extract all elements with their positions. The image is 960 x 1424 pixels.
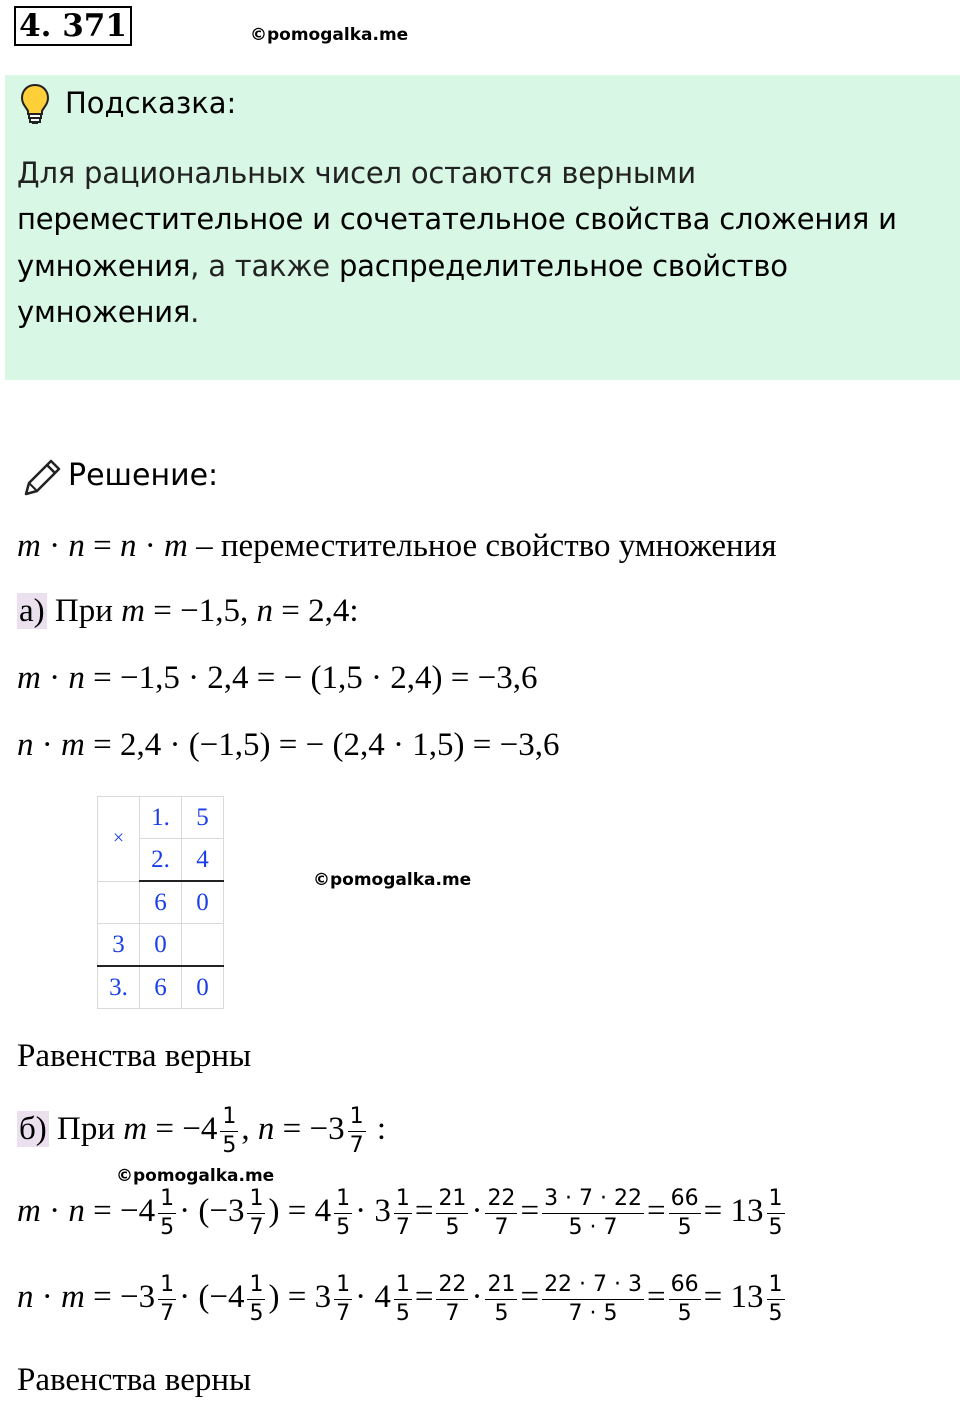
part-a-m-value: −1,5 — [180, 593, 240, 629]
fraction-den: 5 — [677, 1215, 692, 1240]
part-b-conclusion: Равенства верны — [17, 1362, 252, 1398]
fraction-num: 3 · 7 · 22 — [544, 1186, 643, 1211]
fraction — [542, 1188, 644, 1239]
fraction — [669, 1188, 701, 1239]
fraction-den: 5 — [336, 1215, 351, 1240]
fraction — [348, 1106, 366, 1157]
hint-term-1: умножения — [17, 249, 191, 283]
watermark-bottom: ©pomogalka.me — [116, 1166, 275, 1186]
fraction — [158, 1188, 176, 1239]
fraction — [334, 1274, 352, 1325]
fraction-den: 5 — [677, 1301, 692, 1326]
fraction-num: 1 — [160, 1272, 175, 1297]
hint-line-3 — [17, 249, 788, 283]
fraction-den: 7 — [336, 1301, 351, 1326]
pencil-icon — [20, 456, 64, 505]
whole-part: 4 — [314, 1193, 332, 1230]
fraction-den: 7 — [160, 1301, 175, 1326]
fraction-num: 1 — [222, 1104, 237, 1129]
fraction-num: 21 — [487, 1272, 516, 1297]
fraction-num: 66 — [670, 1186, 699, 1211]
fraction-den: 7 — [395, 1215, 410, 1240]
fraction — [485, 1274, 517, 1325]
part-a-eq-2: n · m = 2,4 · (−1,5) = − (2,4 · 1,5) = −3,6 — [17, 727, 560, 763]
fraction-den: 5 — [249, 1301, 264, 1326]
fraction-den: 7 · 5 — [568, 1301, 618, 1326]
part-b-m-whole: −4 — [182, 1111, 218, 1148]
hint-title: Подсказка: — [65, 86, 237, 120]
part-a-n-value: 2,4: — [308, 593, 359, 629]
part-a-conclusion: Равенства верны — [17, 1038, 252, 1074]
fraction-num: 1 — [349, 1104, 364, 1129]
mult-cell: 3 — [98, 924, 140, 967]
rule-text: – переместительное свойство умножения — [196, 528, 777, 564]
column-multiplication — [97, 796, 224, 1009]
hint-period: . — [190, 295, 200, 329]
whole-part: −3 — [119, 1279, 156, 1316]
mult-cell: 5 — [182, 797, 224, 839]
fraction — [485, 1188, 517, 1239]
fraction-den: 5 — [222, 1133, 237, 1158]
fraction — [334, 1188, 352, 1239]
fraction-num: 22 — [438, 1272, 467, 1297]
fraction-num: 1 — [249, 1186, 264, 1211]
fraction — [394, 1274, 412, 1325]
mult-cell: 3. — [98, 966, 140, 1009]
mult-cell: 6 — [140, 881, 182, 924]
multiply-sign: × — [98, 797, 140, 882]
fraction — [767, 1188, 785, 1239]
fraction — [542, 1274, 644, 1325]
hint-line-1: Для рациональных чисел остаются верными — [17, 156, 696, 190]
part-a-eq-2-rhs: = 2,4 · (−1,5) = − (2,4 · 1,5) = −3,6 — [84, 727, 560, 763]
fraction-num: 1 — [768, 1186, 783, 1211]
mult-cell: 0 — [182, 881, 224, 924]
fraction-den: 5 — [160, 1215, 175, 1240]
whole-part: 4 — [374, 1279, 391, 1316]
mult-cell: 0 — [182, 966, 224, 1009]
fraction-den: 5 · 7 — [568, 1215, 618, 1240]
fraction-den: 5 — [494, 1301, 509, 1326]
whole-part: 13 — [730, 1279, 764, 1316]
whole-part: −3 — [209, 1193, 245, 1230]
whole-part: 3 — [374, 1193, 391, 1230]
fraction-num: 1 — [395, 1272, 410, 1297]
fraction-num: 1 — [768, 1272, 783, 1297]
fraction-den: 5 — [768, 1215, 783, 1240]
mult-cell: 0 — [140, 924, 182, 967]
mult-row — [98, 881, 224, 924]
fraction-den: 5 — [395, 1301, 410, 1326]
hint-line-2 — [17, 202, 897, 236]
fraction-num: 21 — [438, 1186, 467, 1211]
part-b-n-whole: −3 — [309, 1111, 345, 1148]
mult-row — [98, 797, 224, 839]
fraction-den: 5 — [445, 1215, 460, 1240]
part-a-eq-1-rhs: = −1,5 · 2,4 = − (1,5 · 2,4) = −3,6 — [84, 660, 538, 696]
watermark-middle: ©pomogalka.me — [313, 870, 472, 890]
mult-cell — [182, 924, 224, 967]
fraction-num: 1 — [336, 1186, 351, 1211]
fraction-num: 1 — [160, 1186, 175, 1211]
fraction — [394, 1188, 412, 1239]
part-b-eq-2: n · m = −3 $\frac{1}{7}$ · (−4 $\frac{1}{5}$ ) = 3 $\frac{1}{7}$ · 4 $\frac{1}{5}$ = $\frac{22}{7}$ · $\frac{21}{5}$ = $\frac{22 \cdot 7 \cdot 3}{7 \cdot 5}$ = $\frac{66}{5}$ = 13 $\frac{1}{5}$ — [17, 1272, 783, 1326]
fraction — [436, 1274, 468, 1325]
hint-term-2: распределительное свойство — [338, 249, 788, 283]
whole-part: 13 — [730, 1193, 764, 1230]
fraction-num: 22 · 7 · 3 — [544, 1272, 643, 1297]
fraction-den: 5 — [768, 1301, 783, 1326]
part-b-label: б) — [19, 1111, 47, 1148]
part-b-eq-1: m · n = −4 $\frac{1}{5}$ · (−3 $\frac{1}{7}$ ) = 4 $\frac{1}{5}$ · 3 $\frac{1}{7}$ = $\frac{21}{5}$ · $\frac{22}{7}$ = $\frac{3 \cdot 7 \cdot 22}{5 \cdot 7}$ = $\frac{66}{5}$ = 13 $\frac{1}{5}$ — [17, 1186, 783, 1240]
hint-line-4 — [17, 295, 199, 329]
fraction — [247, 1188, 265, 1239]
fraction-den: 7 — [349, 1133, 364, 1158]
hint-line-2-text: переместительное и сочетательное свойства сложения и — [17, 202, 897, 236]
mult-cell: 6 — [140, 966, 182, 1009]
mult-cell — [98, 881, 140, 924]
part-a-cond-text: При — [54, 593, 113, 629]
part-b-cond-text: При — [57, 1111, 116, 1148]
part-a-label: а) — [19, 593, 45, 629]
fraction — [220, 1106, 238, 1157]
whole-part: −4 — [119, 1193, 156, 1230]
fraction — [158, 1274, 176, 1325]
fraction — [767, 1274, 785, 1325]
fraction-den: 7 — [494, 1215, 509, 1240]
fraction-num: 1 — [395, 1186, 410, 1211]
fraction-num: 22 — [487, 1186, 516, 1211]
part-a-eq-1: m · n = −1,5 · 2,4 = − (1,5 · 2,4) = −3,6 — [17, 660, 538, 696]
fraction — [436, 1188, 468, 1239]
mult-cell: 4 — [182, 839, 224, 882]
fraction-den: 7 — [249, 1215, 264, 1240]
fraction-num: 1 — [249, 1272, 264, 1297]
lightbulb-icon — [20, 83, 50, 130]
rule-line: m · n = n · m – переместительное свойство умножения — [17, 528, 777, 564]
whole-part: −4 — [209, 1279, 245, 1316]
fraction-den: 7 — [445, 1301, 460, 1326]
watermark-top: ©pomogalka.me — [250, 25, 409, 45]
solution-title: Решение: — [68, 458, 219, 493]
mult-row — [98, 924, 224, 967]
fraction — [669, 1274, 701, 1325]
mult-cell: 2. — [140, 839, 182, 882]
fraction — [247, 1274, 265, 1325]
fraction-num: 66 — [670, 1272, 699, 1297]
part-b-condition: б) При m = −4 $\frac{1}{5}$ , n = −3 $\frac{1}{7}$ : — [19, 1104, 387, 1158]
hint-connector: , а также — [190, 249, 339, 283]
mult-row — [98, 966, 224, 1009]
whole-part: 3 — [314, 1279, 332, 1316]
hint-term-3: умножения — [17, 295, 191, 329]
mult-cell: 1. — [140, 797, 182, 839]
part-a-condition: а) При m = −1,5, n = 2,4: — [19, 593, 359, 629]
fraction-num: 1 — [336, 1272, 351, 1297]
task-number: 4. 371 — [14, 6, 132, 46]
